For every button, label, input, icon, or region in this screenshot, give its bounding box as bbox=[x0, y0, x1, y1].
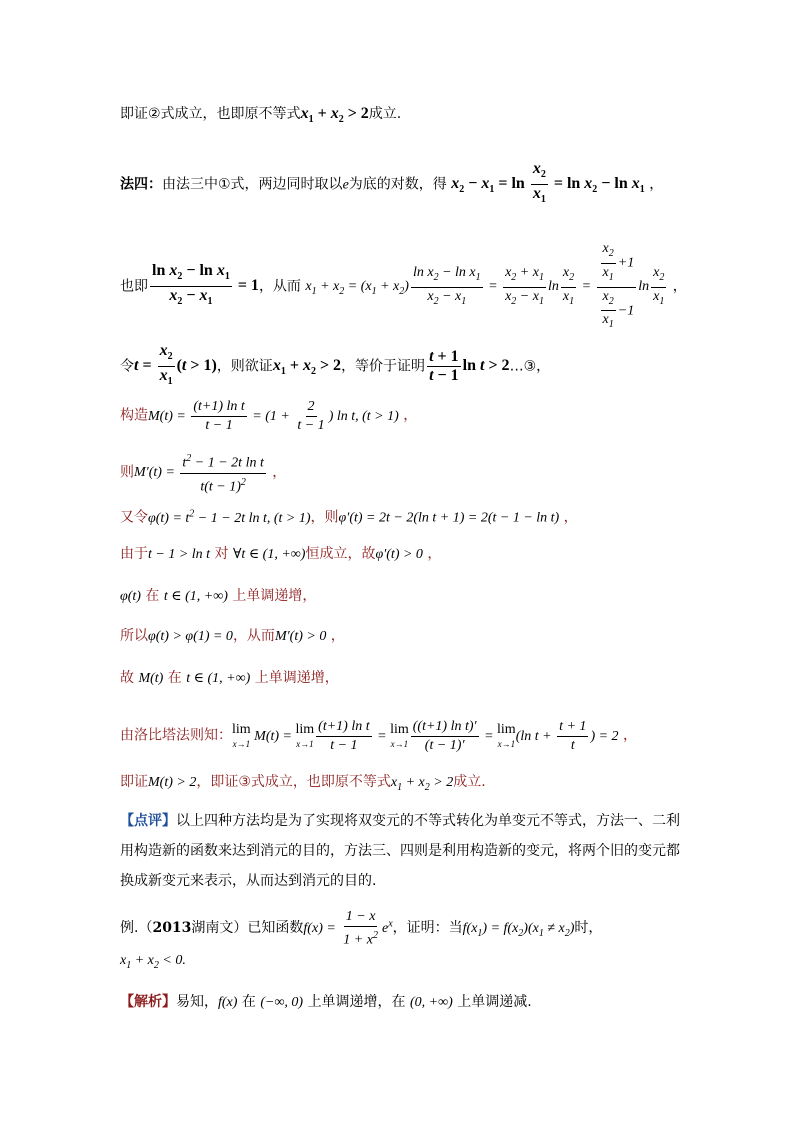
formula: f(x) bbox=[218, 995, 238, 1010]
formula: $f(x_1) = f(x_2)(x_1 \ne x_2)$ bbox=[462, 921, 575, 939]
line-5: 构造M(t) = $\frac{\text{(t+1) ln t}}{t - 1}$ = (1 + $\frac{2}{t - 1}$ ) ln t, (t > 1) ， bbox=[120, 399, 418, 433]
example-line bbox=[120, 908, 602, 950]
line-2: 法四：由法三中①式，两边同时取以e为底的对数，得 $x_2 - x_1 = \ln$ $\frac{x_2}{x_1}$ = $\ln x_2 - \ln x_1$ ， bbox=[120, 160, 664, 206]
text: 上单调递增， bbox=[232, 588, 317, 604]
comment-paragraph bbox=[120, 806, 680, 896]
text: 即证②式成立，也即原不等式 bbox=[120, 106, 301, 122]
text: ，从而 bbox=[258, 278, 301, 295]
formula: t ∈ (1, +∞) bbox=[163, 589, 228, 604]
formula: M(t) > 2 bbox=[148, 775, 197, 790]
text: ，等价于证明 bbox=[341, 358, 426, 375]
text: ，证明：当 bbox=[392, 920, 463, 937]
comment-label: 【点评】 bbox=[120, 813, 176, 829]
text: 所以 bbox=[120, 628, 148, 644]
text: 湖南文）已知函数 bbox=[191, 920, 304, 937]
text: 例.（ bbox=[120, 920, 153, 937]
line-1 bbox=[120, 104, 401, 130]
formula: φ(t) > φ(1) = 0 bbox=[148, 629, 233, 644]
formula: $x_1 + x_2 > 2$ bbox=[300, 105, 369, 126]
example-line-2 bbox=[120, 950, 186, 976]
text: 成立. bbox=[453, 774, 486, 790]
method-label: 法四： bbox=[120, 176, 162, 193]
formula: $\varphi(t) = t^2 - 1 - 2t$ ln t, (t > 1) bbox=[148, 508, 311, 526]
year: 2013 bbox=[152, 920, 192, 937]
text: 由于 bbox=[120, 546, 148, 562]
formula: ∀t ∈ (1, +∞) bbox=[232, 547, 306, 562]
formula: $x_1 + x_2 < 0$. bbox=[120, 953, 186, 971]
text: 在 bbox=[167, 670, 182, 686]
text: 上单调递增，在 bbox=[307, 994, 406, 1010]
text: 上单调递增， bbox=[254, 670, 339, 686]
line-13 bbox=[120, 772, 486, 798]
formula: M(t) = $\frac{\text{(t+1) ln t}}{t - 1}$ = (1 + $\frac{2}{t - 1}$ ) ln t, (t > 1) bbox=[148, 399, 399, 433]
formula: $x_1 + x_2 > 2$ bbox=[272, 357, 342, 378]
text: 为底的对数，得 bbox=[348, 176, 447, 193]
line-8: 由于t − 1 > ln t 对 ∀t ∈ (1, +∞)恒成立，故φ′(t) > 0 ， bbox=[120, 546, 442, 562]
formula: (−∞, 0) bbox=[260, 995, 304, 1010]
text: …③， bbox=[509, 358, 551, 375]
formula: φ′(t) > 0 bbox=[375, 547, 423, 562]
formula: lim x→1 M(t) = lim x→1 $\frac{\text{(t+1) ln t}}{t - 1}$ = lim x→1 $\frac{\text{((t+1) ln t)′}}{(t - 1)'}$ = lim x→1 (ln t + $\frac{t + 1}{t}$ ) = 2 bbox=[232, 719, 619, 753]
line-3: 也即 $\frac{\ln x_2 - \ln x_1}{x_2 - x_1}$ = 1，从而 $x_1 + x_2 = (x_1 + x_2)$ $\frac{\ln x_2 - \ln x_1}{x_2 - x_1}$ = $\frac{x_2 + x_1}{x_2 - x_1}$ ln $\frac{x_2}{x_1}$ = $\frac{x_2}{x_1}$ +1 $\frac{x_2}{x_1}$ −1 ln $\frac{x_2}{x_1}$ ， bbox=[120, 241, 687, 331]
text: 易知， bbox=[176, 994, 218, 1010]
line-6: 则M′(t) = $\frac{t^2 - 1 - 2t \ln t}{t(t - 1)^2}$ ， bbox=[120, 450, 286, 496]
line-12: 由洛比塔法则知： lim x→1 M(t) = lim x→1 $\frac{\text{(t+1) ln t}}{t - 1}$ = lim x→1 $\frac{\text{((t+1) ln t)′}}{(t - 1)'}$ = lim x→1 (ln t + $\frac{t + 1}{t}$ ) = 2 ， bbox=[120, 719, 637, 753]
text: 在 bbox=[241, 994, 256, 1010]
formula: M(t) bbox=[138, 671, 164, 686]
text: 上单调递减. bbox=[457, 994, 532, 1010]
formula: t = $\frac{x_2}{x_1}$ (t > 1) bbox=[134, 342, 217, 388]
solution-label: 【解析】 bbox=[120, 994, 176, 1010]
text: 则 bbox=[120, 464, 134, 481]
line-10: 所以φ(t) > φ(1) = 0，从而M′(t) > 0 ， bbox=[120, 628, 345, 644]
line-7: 又令$\varphi(t) = t^2 - 1 - 2t$ ln t, (t > 1)，则φ′(t) = 2t − 2(ln t + 1) = 2(t − 1 − ln t) ， bbox=[120, 508, 578, 526]
formula: e bbox=[342, 177, 349, 193]
formula: φ(t) bbox=[120, 589, 141, 604]
formula: M′(t) = $\frac{t^2 - 1 - 2t \ln t}{t(t - 1)^2}$ bbox=[134, 465, 268, 480]
line-9 bbox=[120, 586, 316, 607]
text: ，则欲证 bbox=[216, 358, 273, 375]
text: 时， bbox=[574, 920, 603, 937]
formula: t ∈ (1, +∞) bbox=[186, 671, 251, 686]
text: 构造 bbox=[120, 407, 148, 424]
formula: φ′(t) = 2t − 2(ln t + 1) = 2(t − 1 − ln t) bbox=[338, 510, 560, 526]
text: 由洛比塔法则知： bbox=[120, 727, 232, 744]
text: 由法三中①式，两边同时取以 bbox=[162, 176, 343, 193]
formula: $\frac{t + 1}{t - 1}$ ln t > 2 bbox=[429, 348, 510, 385]
text: ，从而 bbox=[232, 628, 275, 644]
text: 令 bbox=[120, 358, 134, 375]
formula: $x_1 + x_2 = (x_1 + x_2)$ $\frac{\ln x_2 - \ln x_1}{x_2 - x_1}$ = $\frac{x_2 + x_1}{x_2 - x_1}$ ln $\frac{x_2}{x_1}$ = $\frac{x_2}{x_1}$ +1 $\frac{x_2}{x_1}$ −1 ln $\frac{x_2}{x_1}$ bbox=[305, 241, 665, 331]
formula: $x_2 - x_1 = \ln$ $\frac{x_2}{x_1}$ = $\ln x_2 - \ln x_1$ bbox=[451, 160, 645, 206]
text: 在 bbox=[145, 588, 160, 604]
formula: (0, +∞) bbox=[410, 995, 453, 1010]
text: 又令 bbox=[120, 509, 148, 526]
text: 即证 bbox=[120, 774, 148, 790]
formula: $\frac{\ln x_2 - \ln x_1}{x_2 - x_1}$ = 1 bbox=[152, 261, 259, 308]
text: ，即证③式成立，也即原不等式 bbox=[196, 774, 391, 790]
text: ，则 bbox=[310, 509, 339, 526]
formula: f(x) = $\frac{1 - x}{1 + x^2}$ $e^x$ bbox=[303, 909, 393, 948]
text: 对 bbox=[214, 546, 229, 562]
solution-line bbox=[120, 992, 532, 1013]
line-11 bbox=[120, 668, 339, 689]
text: 也即 bbox=[120, 278, 148, 295]
text: 故 bbox=[120, 670, 134, 686]
formula: M′(t) > 0 bbox=[274, 629, 327, 644]
formula: $x_1 + x_2 > 2$ bbox=[390, 775, 454, 793]
text: 恒成立，故 bbox=[305, 546, 376, 562]
formula: t − 1 > ln t bbox=[148, 547, 211, 562]
line-4 bbox=[120, 342, 550, 391]
text: 成立. bbox=[368, 106, 402, 122]
comment-text: 以上四种方法均是为了实现将双变元的不等式转化为单变元不等式，方法一、二利用构造新的函数来达到消元的目的，方法三、四则是利用构造新的变元，将两个旧的变元都换成新变元来表示，从而达到消元的目的. bbox=[120, 813, 680, 889]
